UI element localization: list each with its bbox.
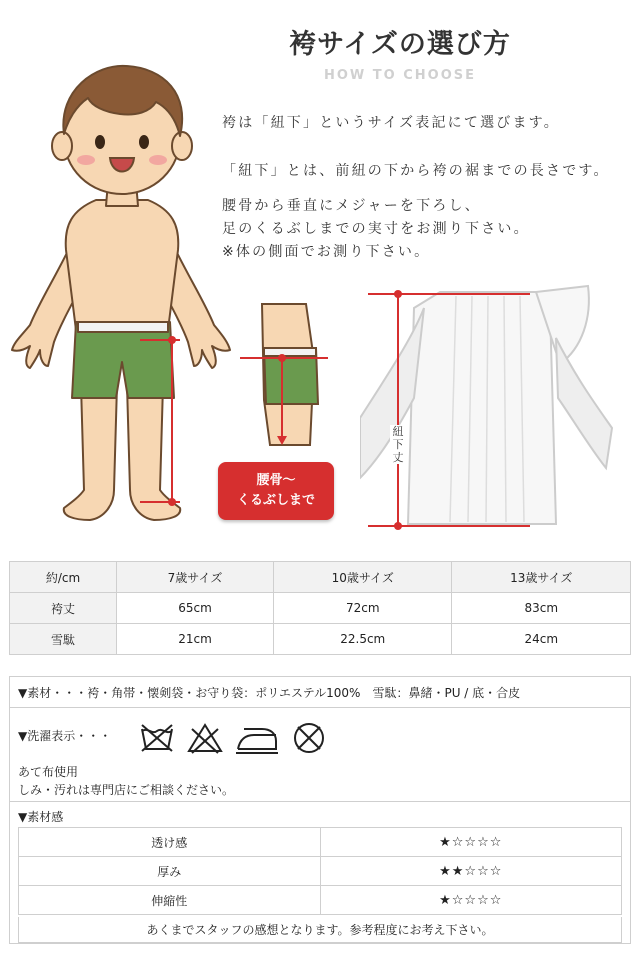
size-table [9, 561, 631, 655]
rating-stars: ★☆☆☆☆ [320, 886, 622, 915]
boy-illustration [0, 50, 240, 540]
badge-line-2: くるぶしまで [236, 493, 315, 508]
instruction-line-4: 足のくるぶしまでの実寸をお測り下さい。 [222, 221, 530, 237]
divider [10, 801, 630, 802]
material-line: ▼素材・・・袴・角帯・懐剣袋・お守り袋：ポリエステル100% 雪駄：鼻緒・PU / 底・合皮 [18, 686, 521, 700]
row-label: 袴丈 [10, 593, 117, 624]
page-subtitle: HOW TO CHOOSE [323, 68, 476, 83]
instruction-line-5: ※体の側面でお測り下さい。 [222, 244, 431, 260]
table-header-row [10, 562, 631, 593]
table-cell: 72cm [274, 593, 452, 624]
table-row [19, 857, 622, 886]
measure-range-badge [218, 462, 334, 520]
care-note-1: あて布使用 [18, 765, 79, 779]
feel-label: 伸縮性 [19, 886, 321, 915]
row-label: 雪駄 [10, 624, 117, 655]
table-cell: 22.5cm [274, 624, 452, 655]
table-cell: 83cm [452, 593, 631, 624]
footnote: あくまでスタッフの感想となります。参考程度にお考え下さい。 [18, 917, 622, 943]
table-cell: 21cm [117, 624, 274, 655]
badge-line-1: 腰骨～ [256, 473, 296, 488]
header-cell: 10歳サイズ [274, 562, 452, 593]
instruction-line-3: 腰骨から垂直にメジャーを下ろし、 [222, 198, 481, 214]
table-cell: 24cm [452, 624, 631, 655]
feel-label: 厚み [19, 857, 321, 886]
table-cell: 65cm [117, 593, 274, 624]
no-wash-icon [138, 721, 176, 755]
himo-length-label: 紐下丈 [390, 425, 406, 464]
product-info-box [9, 676, 631, 944]
table-row [19, 886, 622, 915]
divider [10, 707, 630, 708]
hakama-illustration [360, 278, 630, 534]
header-cell: 13歳サイズ [452, 562, 631, 593]
instruction-line-1: 袴は「紐下」というサイズ表記にて選びます。 [222, 115, 560, 131]
page-title: 袴サイズの選び方 [289, 29, 511, 60]
no-bleach-icon [186, 721, 224, 755]
instruction-line-2: 「紐下」とは、前紐の下から袴の裾までの長さです。 [222, 163, 610, 179]
side-view-illustration [236, 300, 336, 450]
feel-label: 透け感 [19, 828, 321, 857]
rating-stars: ★☆☆☆☆ [320, 828, 622, 857]
no-dry-clean-icon [290, 721, 328, 755]
material-feel-table [18, 827, 622, 915]
feel-title: ▼素材感 [18, 810, 64, 824]
care-note-2: しみ・汚れは専門店にご相談ください。 [18, 783, 235, 797]
wash-icons [138, 721, 328, 755]
wash-label: ▼洗濯表示・・・ [18, 729, 112, 743]
table-row [19, 828, 622, 857]
rating-stars: ★★☆☆☆ [320, 857, 622, 886]
table-row [10, 593, 631, 624]
table-row [10, 624, 631, 655]
header-cell: 7歳サイズ [117, 562, 274, 593]
iron-with-cloth-icon [234, 721, 280, 755]
header-cell: 約/cm [10, 562, 117, 593]
